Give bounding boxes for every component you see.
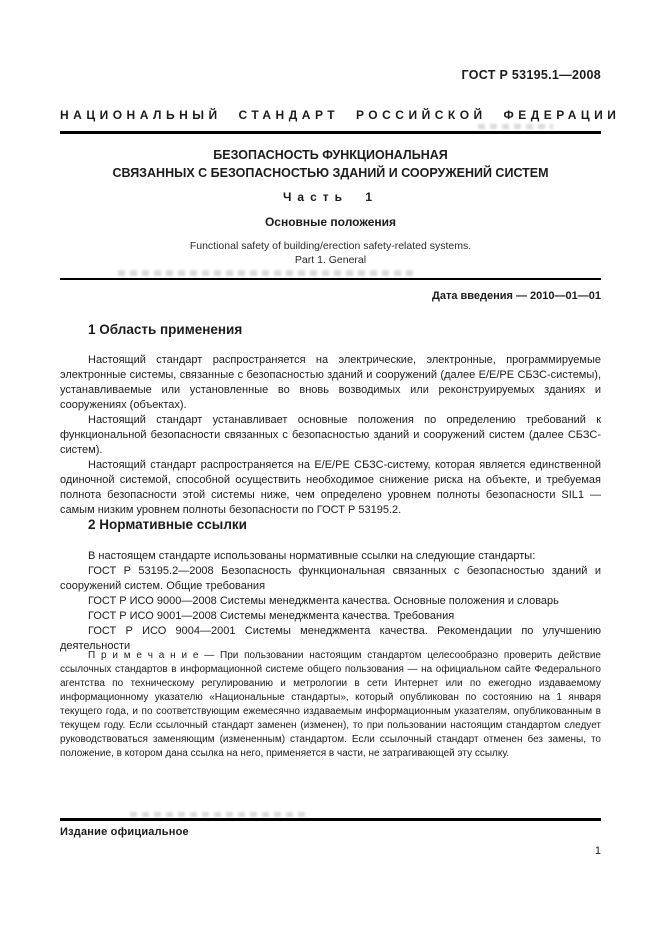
note-block xyxy=(60,649,601,761)
national-standard-banner: НАЦИОНАЛЬНЫЙ СТАНДАРТ РОССИЙСКОЙ ФЕДЕРАЦИИ xyxy=(60,108,621,122)
footer-rule xyxy=(60,818,601,821)
doc-number: ГОСТ Р 53195.1—2008 xyxy=(461,68,601,82)
section-2-body xyxy=(60,549,601,654)
paragraph: Настоящий стандарт устанавливает основные положения по определению требований к функциональной безопасности связанных с безопасностью зданий и сооружений систем (далее СБЗС-систем). xyxy=(60,414,601,456)
title-line-2: СВЯЗАННЫХ С БЕЗОПАСНОСТЬЮ ЗДАНИЙ И СООРУЖЕНИЙ СИСТЕМ xyxy=(112,166,549,180)
standard-reference: ГОСТ Р 53195.2—2008 Безопасность функциональная связанных с безопасностью зданий и сооружений систем. Общие требования xyxy=(60,565,601,592)
title-line-1: БЕЗОПАСНОСТЬ ФУНКЦИОНАЛЬНАЯ xyxy=(213,148,448,162)
paragraph: Настоящий стандарт распространяется на Е/Е/РЕ СБЗС-систему, которая является единственной одиночной системой, способной осуществить необходимое снижение риска на объекте, и требуемая полнота безопасности этой системы ниже, чем определено уровнем полноты безопасности SIL1 — самым низким уровнем полноты безопасности по ГОСТ Р 53195.2. xyxy=(60,459,601,516)
standard-reference: ГОСТ Р ИСО 9000—2008 Системы менеджмента качества. Основные положения и словарь xyxy=(88,595,559,607)
standard-reference: ГОСТ Р ИСО 9004—2001 Системы менеджмента качества. Рекомендации по улучшению деятельности xyxy=(60,625,601,652)
paragraph: В настоящем стандарте использованы нормативные ссылки на следующие стандарты: xyxy=(88,550,536,562)
official-edition-label: Издание официальное xyxy=(60,826,189,838)
document-subtitle: Основные положения xyxy=(264,215,397,229)
section-1-body xyxy=(60,353,601,518)
standard-reference: ГОСТ Р ИСО 9001—2008 Системы менеджмента качества. Требования xyxy=(88,610,455,622)
page-number: 1 xyxy=(594,845,601,857)
part-label: Часть 1 xyxy=(282,190,379,204)
title-en-line-1: Functional safety of building/erection safety-related systems. xyxy=(189,240,472,252)
document-title-ru xyxy=(60,146,601,182)
scan-artifact xyxy=(118,270,418,276)
section-2-heading: 2 Нормативные ссылки xyxy=(88,517,247,532)
title-en-line-2: Part 1. General xyxy=(294,254,367,266)
header-rule xyxy=(60,131,601,134)
scan-artifact xyxy=(478,124,553,129)
scan-artifact xyxy=(130,812,310,817)
document-title-en xyxy=(60,239,601,267)
effective-date: Дата введения — 2010—01—01 xyxy=(432,290,601,302)
section-1-heading: 1 Область применения xyxy=(88,322,243,337)
title-separator-rule xyxy=(60,278,601,280)
note-text: П р и м е ч а н и е — При пользовании настоящим стандартом целесообразно проверить действие ссылочных стандартов в информационной системе общего пользования — на официальном сайте Федерального агентства по техническому регулированию и метрологии в сети Интернет или по ежегодно издаваемому информационному указателю «Национальные стандарты», который опубликован по состоянию на 1 января текущего года, и по соответствующим ежемесячно издаваемым информационным указателям, опубликованным в текущем году. Если ссылочный стандарт заменен (изменен), то при пользовании настоящим стандартом следует руководствоваться заменяющим (измененным) стандартом. Если ссылочный стандарт отменен без замены, то положение, в котором дана ссылка на него, применяется в части, не затрагивающей эту ссылку. xyxy=(60,650,601,759)
paragraph: Настоящий стандарт распространяется на электрические, электронные, программируемые электронные системы, связанные с безопасностью зданий и сооружений (далее Е/Е/РЕ СБЗС-системы), устанавливаемые или установленные во вновь возводимых или реконструируемых зданиях и сооружениях (объектах). xyxy=(60,354,601,411)
